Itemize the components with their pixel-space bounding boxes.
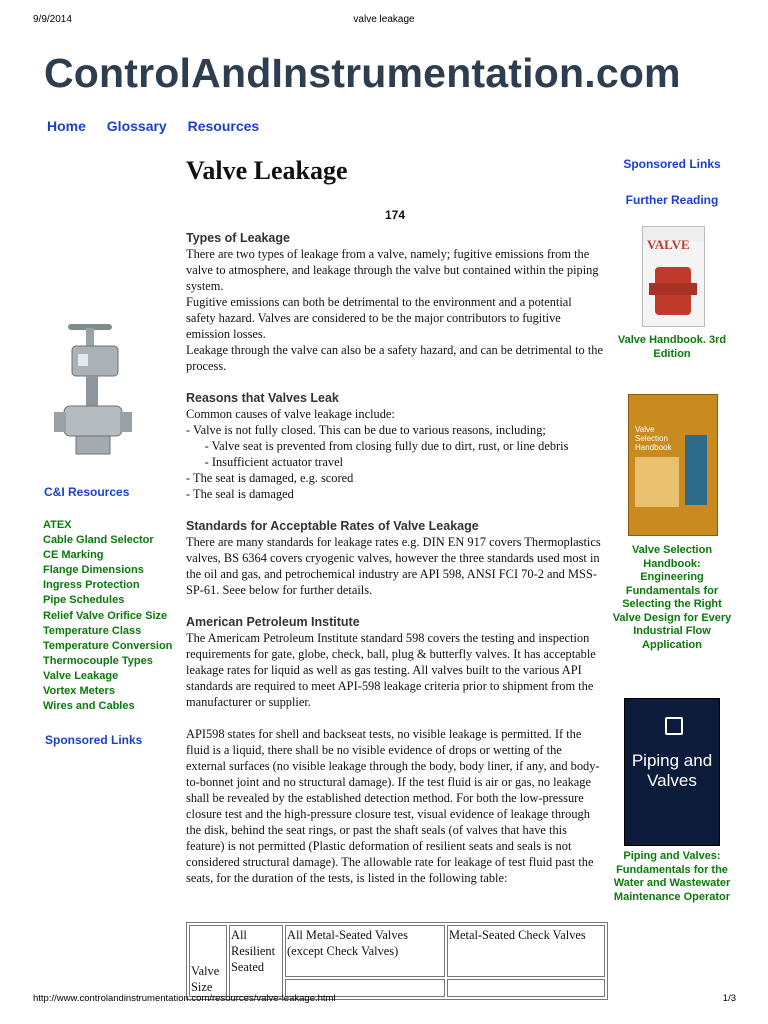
resource-link-vortex-meters[interactable]: Vortex Meters <box>43 685 115 698</box>
resources-heading[interactable]: C&I Resources <box>44 485 130 499</box>
paragraph: Leakage through the valve can also be a safety hazard, and can be detrimental to the process. <box>186 343 603 373</box>
section-heading-standards: Standards for Acceptable Rates of Valve Leakage <box>186 519 479 533</box>
resource-link-thermocouple-types[interactable]: Thermocouple Types <box>43 654 153 667</box>
valve-image <box>50 320 140 460</box>
book-caption[interactable]: Valve Handbook. 3rd Edition <box>617 334 727 360</box>
paragraph: The Americam Petroleum Institute standard 598 covers the testing and inspection requirements for gate, globe, check, ball, plug & butterfly valves. It has acceptable leakage rates for liquid as well as gas testing. All valves built to the various API standards are required to meet API-598 leakage criteria prior to shipment from the manufacturer or supplier. <box>186 631 596 709</box>
right-sponsored-links[interactable]: Sponsored Links <box>623 157 721 171</box>
resources-list <box>43 518 172 714</box>
table-header-resilient-seated: All Resilient Seated <box>229 925 283 997</box>
book-caption[interactable]: Piping and Valves: Fundamentals for the Water and Wastewater Maintenance Operator <box>613 850 731 903</box>
book-cover-title: Valve Selection Handbook <box>635 425 672 452</box>
resource-link-valve-leakage[interactable]: Valve Leakage <box>43 669 119 682</box>
paragraph: Common causes of valve leakage include: <box>186 407 395 421</box>
paragraph: - Insufficient actuator travel <box>186 455 344 469</box>
book-logo-icon <box>665 717 683 735</box>
resource-link-wires-and-cables[interactable]: Wires and Cables <box>43 700 135 713</box>
paragraph: - Valve is not fully closed. This can be due to various reasons, including; <box>186 423 546 437</box>
page-title: Valve Leakage <box>186 156 348 185</box>
nav-glossary[interactable]: Glossary <box>106 118 167 134</box>
top-nav <box>47 118 276 134</box>
section-heading-api: American Petroleum Institute <box>186 615 360 629</box>
resource-link-cable-gland-selector[interactable]: Cable Gland Selector <box>43 534 154 547</box>
table-header-metal-seated: All Metal-Seated Valves (except Check Valves) <box>285 925 445 977</box>
section-heading-types: Types of Leakage <box>186 231 290 245</box>
paragraph: There are many standards for leakage rates e.g. DIN EN 917 covers Thermoplastics valves, BS 6364 covers cryogenic valves, however the three standards used most in the oil and gas, and petrochemical industry are API 598, ANSI FCI 70-2 and MSS-SP-61. Seee below for further details. <box>186 535 601 597</box>
table-cell <box>447 979 605 997</box>
book-cover-piping-and-valves[interactable] <box>624 698 720 846</box>
paragraph: API598 states for shell and backseat tests, no visible leakage is permitted. If the fluid is a liquid, there shall be no visible evidence of drops or wetting of the external surfaces (no visible leakage through the body, body liner, if any, and body-to-bonnet joint and no structural damage). If the test fluid is air or gas, no leakage shall be revealed by the established detection method. For both the low-pressure closure test and the high-pressure closure test, visual evidence of leakage through the disk, behind the seat rings, or past the shaft seals (of valves that have this feature) is not permitted (Plastic deformation of resilient seats and seals is not considered structural damage). The allowable rate for leakage of test fluid past the seats, for the duration of the tests, is listed in the following table: <box>186 727 600 885</box>
resource-link-temperature-conversion[interactable]: Temperature Conversion <box>43 639 173 652</box>
print-page-number: 1/3 <box>722 993 736 1004</box>
further-reading-heading[interactable]: Further Reading <box>625 193 719 207</box>
site-title[interactable]: ControlAndInstrumentation.com <box>44 50 681 96</box>
print-url: http://www.controlandinstrumentation.com/resources/valve-leakage.html <box>33 993 336 1004</box>
section-heading-reasons: Reasons that Valves Leak <box>186 391 339 405</box>
book-caption[interactable]: Valve Selection Handbook: Engineering Fundamentals for Selecting the Right Valve Design for Every Industrial Flow Application <box>612 544 732 651</box>
paragraph: Fugitive emissions can both be detrimental to the environment and a potential safety hazard. Valves are considered to be the major contributors to fugitive emission losses. <box>186 295 572 341</box>
book-cover-title: Piping and Valves <box>631 751 713 790</box>
view-counter: 174 <box>384 208 406 222</box>
leakage-table <box>186 922 608 1000</box>
paragraph: - Valve seat is prevented from closing fully due to dirt, rust, or line debris <box>186 439 569 453</box>
resource-link-pipe-schedules[interactable]: Pipe Schedules <box>43 594 125 607</box>
book-cover-title: VALVE <box>647 237 690 252</box>
resource-link-atex[interactable]: ATEX <box>43 519 72 531</box>
print-date: 9/9/2014 <box>33 14 72 25</box>
resource-link-ingress-protection[interactable]: Ingress Protection <box>43 579 140 592</box>
table-row <box>189 925 605 977</box>
print-page-title: valve leakage <box>353 14 415 25</box>
nav-home[interactable]: Home <box>47 118 86 134</box>
paragraph: - The seal is damaged <box>186 487 294 501</box>
table-header-valve-size: Valve Size <box>189 925 227 997</box>
resource-link-temperature-class[interactable]: Temperature Class <box>43 624 142 637</box>
resource-link-ce-marking[interactable]: CE Marking <box>43 549 104 562</box>
resource-link-flange-dimensions[interactable]: Flange Dimensions <box>43 564 144 577</box>
paragraph: There are two types of leakage from a valve, namely; fugitive emissions from the valve to atmosphere, and leakage through the valve but contained within the piping system. <box>186 247 599 293</box>
book-cover-valve-handbook[interactable] <box>642 226 705 327</box>
book-cover-valve-selection-handbook[interactable] <box>628 394 718 536</box>
resource-link-relief-valve-orifice-size[interactable]: Relief Valve Orifice Size <box>43 609 168 622</box>
nav-resources[interactable]: Resources <box>187 118 260 134</box>
table-header-metal-check: Metal-Seated Check Valves <box>447 925 605 977</box>
paragraph: - The seat is damaged, e.g. scored <box>186 471 354 485</box>
main-content <box>186 150 604 886</box>
left-sponsored-links[interactable]: Sponsored Links <box>45 733 143 747</box>
